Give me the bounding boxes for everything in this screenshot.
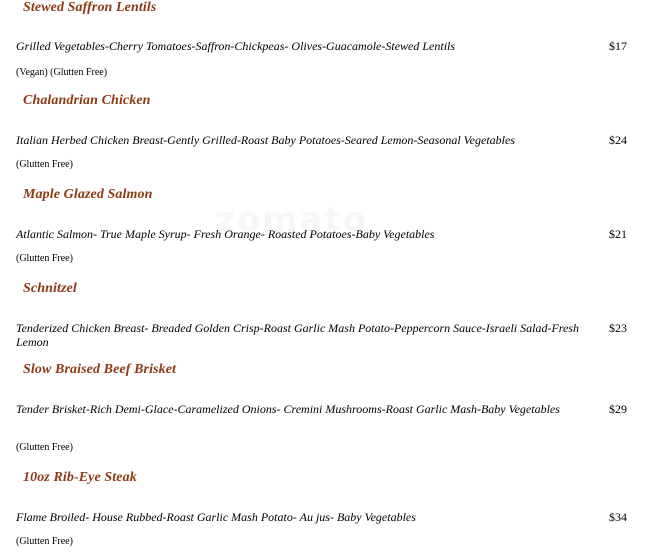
menu-item-title: Maple Glazed Salmon bbox=[23, 187, 153, 202]
menu-item-description: Flame Broiled- House Rubbed-Roast Garlic Mash Potato- Au jus- Baby Vegetables bbox=[16, 510, 416, 524]
menu-item-description: Tender Brisket-Rich Demi-Glace-Caramelized Onions- Cremini Mushrooms-Roast Garlic Mash-Baby Vegetables bbox=[16, 402, 560, 416]
menu-item-note: (Vegan) (Glutten Free) bbox=[16, 67, 108, 78]
menu-item-description: Italian Herbed Chicken Breast-Gently Grilled-Roast Baby Potatoes-Seared Lemon-Seasonal Vegetables bbox=[16, 133, 515, 147]
menu-item-description: Tenderized Chicken Breast- Breaded Golden Crisp-Roast Garlic Mash Potato-Peppercorn Sauce-Israeli Salad-Fresh Lemon bbox=[16, 321, 580, 349]
menu-item-description: Atlantic Salmon- True Maple Syrup- Fresh Orange- Roasted Potatoes-Baby Vegetables bbox=[16, 227, 435, 241]
menu-item-price: $17 bbox=[609, 39, 627, 53]
menu-item-title: Chalandrian Chicken bbox=[23, 93, 151, 108]
menu-item-price: $34 bbox=[609, 510, 627, 524]
menu-item-price: $21 bbox=[609, 227, 627, 241]
menu-item-note: (Glutten Free) bbox=[16, 159, 73, 170]
menu-item-description: Grilled Vegetables-Cherry Tomatoes-Saffron-Chickpeas- Olives-Guacamole-Stewed Lentils bbox=[16, 39, 456, 53]
menu-item-price: $23 bbox=[609, 321, 627, 335]
menu-item-price: $29 bbox=[609, 402, 627, 416]
menu-item-note: (Glutten Free) bbox=[16, 536, 73, 547]
menu-item-price: $24 bbox=[609, 133, 627, 147]
menu-item-title: 10oz Rib-Eye Steak bbox=[23, 470, 137, 485]
menu-item-note: (Glutten Free) bbox=[16, 442, 73, 453]
menu-item-title: Stewed Saffron Lentils bbox=[23, 0, 157, 15]
menu-item-note: (Glutten Free) bbox=[16, 253, 73, 264]
menu-item-title: Slow Braised Beef Brisket bbox=[23, 362, 177, 377]
menu-item-title: Schnitzel bbox=[23, 281, 77, 296]
